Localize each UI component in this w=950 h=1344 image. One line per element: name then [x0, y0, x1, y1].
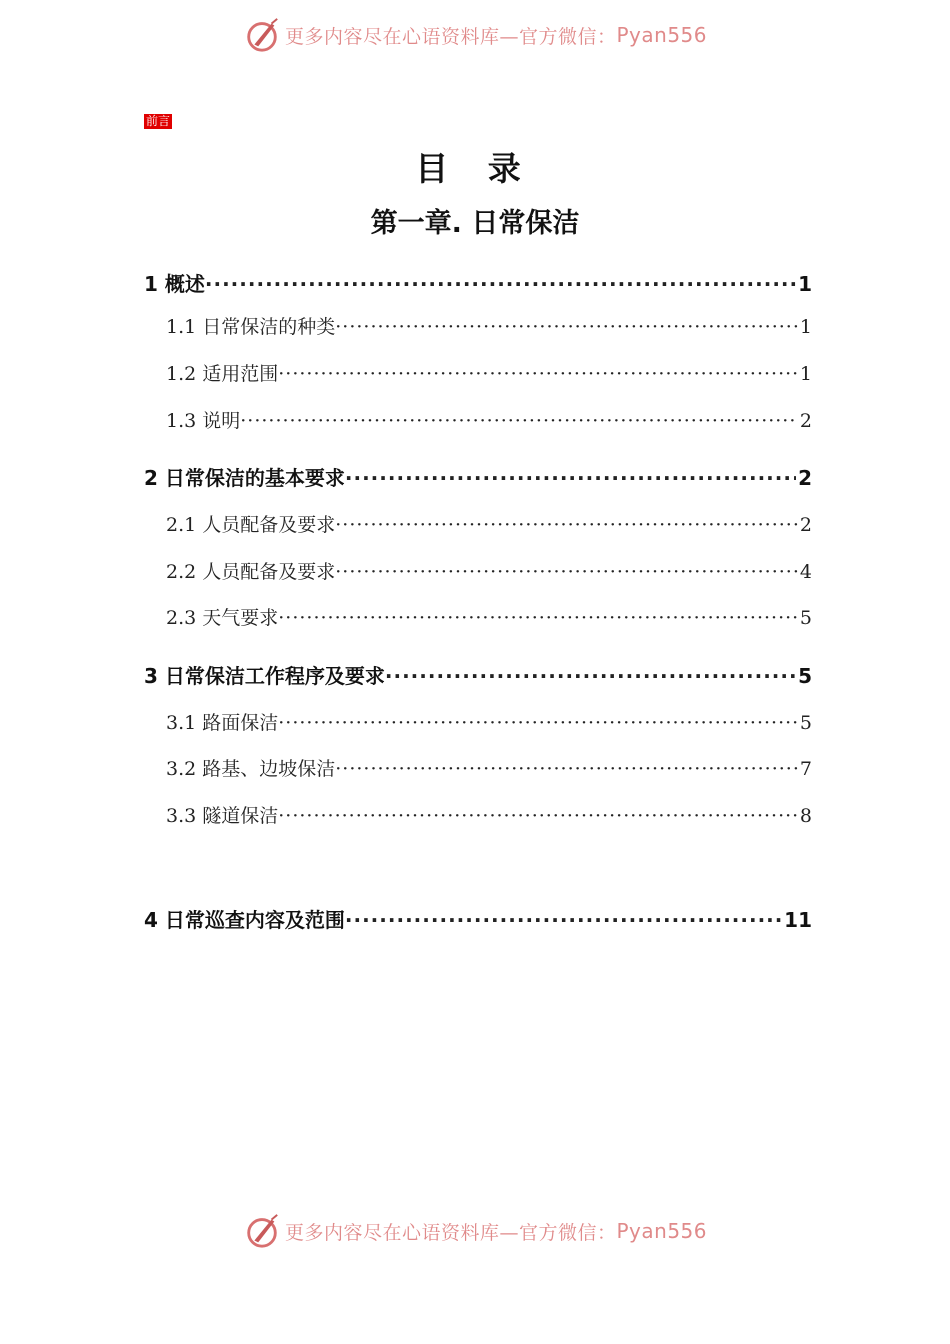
toc-entry[interactable]: 1.1 日常保洁的种类 ····· 1 [144, 312, 812, 339]
preface-link[interactable]: 前言 [146, 114, 171, 128]
toc-entry[interactable]: 3.1 路面保洁 ····· 5 [144, 708, 812, 735]
header-watermark [0, 16, 950, 54]
quill-logo-icon [243, 1212, 281, 1250]
toc-entry[interactable]: 1 概述 ····· 1 [144, 268, 812, 297]
toc-entry[interactable]: 1.3 说明 ····· 2 [144, 406, 812, 433]
watermark-account: Pyan556 [616, 23, 708, 47]
toc-entry[interactable]: 3 日常保洁工作程序及要求 ····· 5 [144, 660, 812, 689]
watermark-text: 更多内容尽在心语资料库—官方微信： [284, 25, 617, 48]
toc-title: 目 录 [415, 149, 535, 188]
toc-entry[interactable]: 2.1 人员配备及要求 ····· 2 [144, 510, 812, 537]
toc-entry[interactable]: 2.2 人员配备及要求 ····· 4 [144, 557, 812, 584]
toc-entry[interactable]: 4 日常巡查内容及范围 ····· 11 [144, 904, 812, 933]
toc-entry[interactable]: 3.3 隧道保洁 ····· 8 [144, 801, 812, 828]
quill-logo-icon [243, 16, 281, 54]
footer-watermark [0, 1212, 950, 1250]
toc-entry[interactable]: 2 日常保洁的基本要求 ····· 2 [144, 462, 812, 491]
toc-entry[interactable]: 3.2 路基、边坡保洁 ····· 7 [144, 754, 812, 781]
watermark-text: 更多内容尽在心语资料库—官方微信： [284, 1221, 617, 1244]
toc-entry[interactable]: 1.2 适用范围 ····· 1 [144, 359, 812, 386]
watermark-account: Pyan556 [616, 1219, 708, 1243]
toc-entry[interactable]: 2.3 天气要求 ····· 5 [144, 603, 812, 630]
chapter-title: 第一章. 日常保洁 [370, 208, 580, 239]
